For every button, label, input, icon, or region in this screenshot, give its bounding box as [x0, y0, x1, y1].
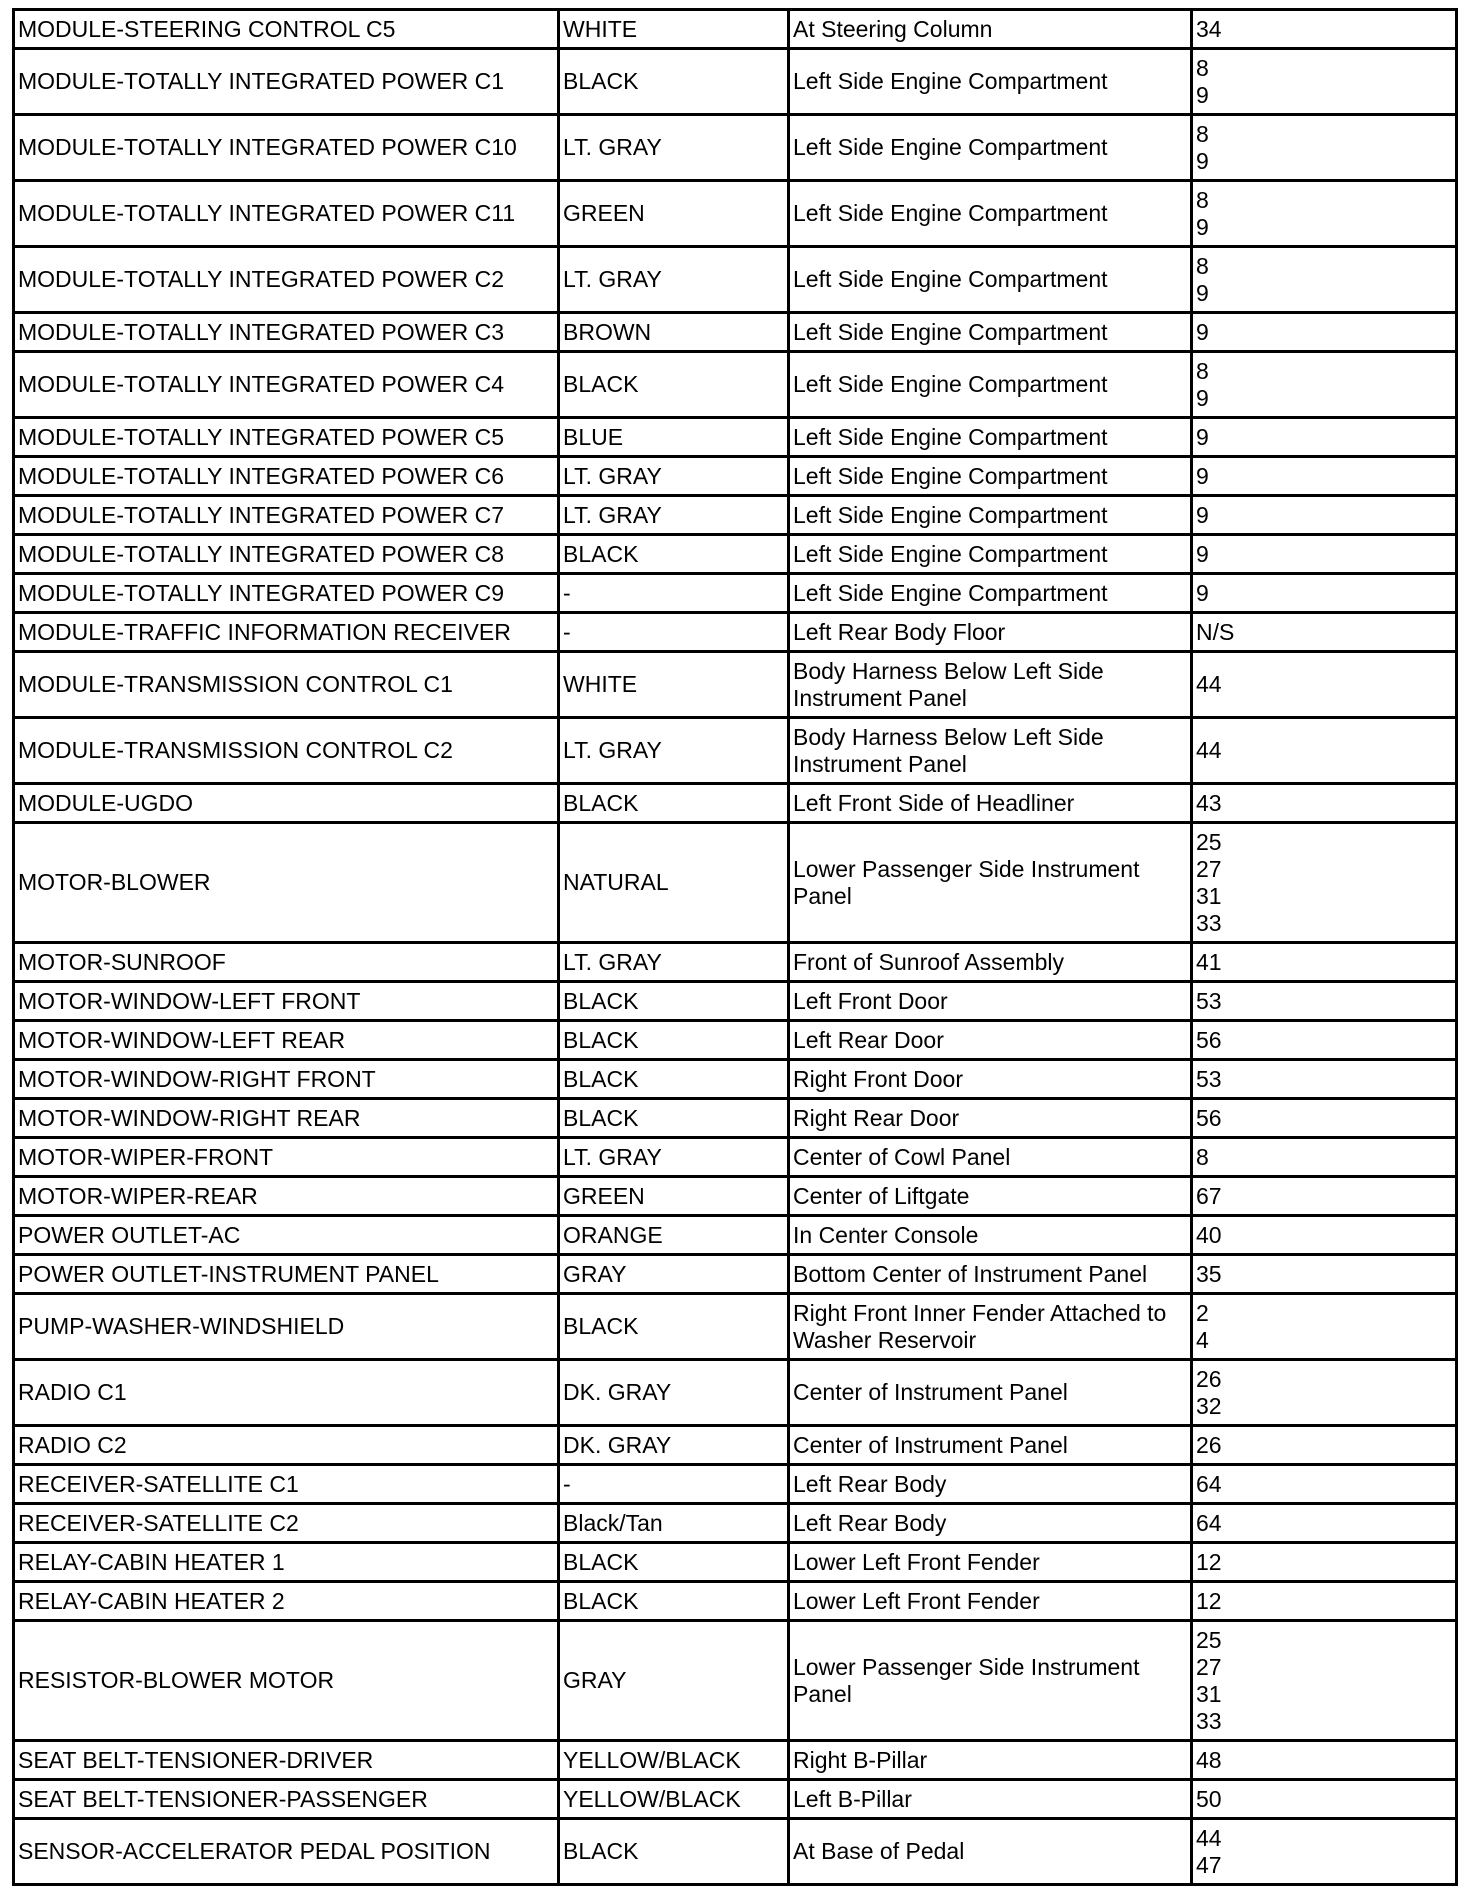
connector-color-cell: -	[559, 1465, 789, 1504]
page-reference-cell: 26 32	[1192, 1360, 1457, 1426]
page-reference-cell: 9	[1192, 313, 1457, 352]
connector-location-cell: Left Side Engine Compartment	[789, 181, 1192, 247]
table-row	[14, 418, 1457, 457]
page-reference-cell: 25 27 31 33	[1192, 1621, 1457, 1741]
page-reference-cell: 53	[1192, 1060, 1457, 1099]
connector-name-cell: MODULE-TOTALLY INTEGRATED POWER C4	[14, 352, 559, 418]
table-row	[14, 1780, 1457, 1819]
page-reference-cell: 9	[1192, 535, 1457, 574]
page-reference-cell: 64	[1192, 1504, 1457, 1543]
connector-location-cell: Bottom Center of Instrument Panel	[789, 1255, 1192, 1294]
connector-location-cell: Left Side Engine Compartment	[789, 115, 1192, 181]
connector-location-cell: Lower Left Front Fender	[789, 1582, 1192, 1621]
connector-name-cell: MODULE-TOTALLY INTEGRATED POWER C5	[14, 418, 559, 457]
page-reference-cell: 8 9	[1192, 247, 1457, 313]
page-reference-cell: 25 27 31 33	[1192, 823, 1457, 943]
page-reference-cell: 56	[1192, 1099, 1457, 1138]
page-reference-cell: 26	[1192, 1426, 1457, 1465]
table-row	[14, 181, 1457, 247]
table-row	[14, 652, 1457, 718]
page-reference-cell: 2 4	[1192, 1294, 1457, 1360]
page-reference-cell: 56	[1192, 1021, 1457, 1060]
table-row	[14, 613, 1457, 652]
page-reference-cell: 8	[1192, 1138, 1457, 1177]
page-reference-cell: 43	[1192, 784, 1457, 823]
connector-name-cell: MOTOR-WIPER-REAR	[14, 1177, 559, 1216]
connector-name-cell: RESISTOR-BLOWER MOTOR	[14, 1621, 559, 1741]
connector-location-cell: Left Front Side of Headliner	[789, 784, 1192, 823]
connector-name-cell: MOTOR-WINDOW-LEFT REAR	[14, 1021, 559, 1060]
page-reference-cell: 12	[1192, 1582, 1457, 1621]
page-reference-cell: 8 9	[1192, 181, 1457, 247]
connector-location-cell: At Steering Column	[789, 10, 1192, 49]
connector-name-cell: MOTOR-WIPER-FRONT	[14, 1138, 559, 1177]
table-row	[14, 457, 1457, 496]
table-row	[14, 496, 1457, 535]
connector-location-cell: Left Side Engine Compartment	[789, 49, 1192, 115]
connector-name-cell: MODULE-TOTALLY INTEGRATED POWER C7	[14, 496, 559, 535]
connector-name-cell: POWER OUTLET-AC	[14, 1216, 559, 1255]
table-row	[14, 1216, 1457, 1255]
connector-location-cell: At Base of Pedal	[789, 1819, 1192, 1885]
connector-color-cell: GREEN	[559, 1177, 789, 1216]
page-reference-cell: 8 9	[1192, 49, 1457, 115]
connector-color-cell: BLACK	[559, 784, 789, 823]
page-reference-cell: 8 9	[1192, 115, 1457, 181]
connector-name-cell: PUMP-WASHER-WINDSHIELD	[14, 1294, 559, 1360]
connector-color-cell: LT. GRAY	[559, 943, 789, 982]
connector-color-cell: BLACK	[559, 49, 789, 115]
table-row	[14, 1621, 1457, 1741]
connector-location-cell: Left Side Engine Compartment	[789, 535, 1192, 574]
table-row	[14, 1060, 1457, 1099]
connector-location-cell: Body Harness Below Left Side Instrument Panel	[789, 718, 1192, 784]
connector-location-cell: Center of Instrument Panel	[789, 1360, 1192, 1426]
connector-name-cell: MODULE-TOTALLY INTEGRATED POWER C2	[14, 247, 559, 313]
page-reference-cell: 34	[1192, 10, 1457, 49]
connector-color-cell: -	[559, 574, 789, 613]
connector-color-cell: Black/Tan	[559, 1504, 789, 1543]
connector-color-cell: BROWN	[559, 313, 789, 352]
connector-name-cell: MODULE-TOTALLY INTEGRATED POWER C3	[14, 313, 559, 352]
connector-location-cell: Left Side Engine Compartment	[789, 496, 1192, 535]
connector-name-cell: MOTOR-WINDOW-RIGHT REAR	[14, 1099, 559, 1138]
connector-color-cell: GRAY	[559, 1255, 789, 1294]
table-body	[14, 10, 1457, 1885]
table-row	[14, 1504, 1457, 1543]
connector-location-cell: Center of Cowl Panel	[789, 1138, 1192, 1177]
connector-name-cell: MODULE-TRANSMISSION CONTROL C2	[14, 718, 559, 784]
connector-location-cell: Left Rear Body Floor	[789, 613, 1192, 652]
connector-name-cell: SEAT BELT-TENSIONER-DRIVER	[14, 1741, 559, 1780]
table-row	[14, 1177, 1457, 1216]
page-reference-cell: 40	[1192, 1216, 1457, 1255]
connector-name-cell: MODULE-STEERING CONTROL C5	[14, 10, 559, 49]
table-row	[14, 943, 1457, 982]
connector-color-cell: LT. GRAY	[559, 496, 789, 535]
table-row	[14, 1465, 1457, 1504]
table-row	[14, 784, 1457, 823]
connector-color-cell: GRAY	[559, 1621, 789, 1741]
table-row	[14, 115, 1457, 181]
connector-location-cell: In Center Console	[789, 1216, 1192, 1255]
table-row	[14, 1543, 1457, 1582]
page-reference-cell: 64	[1192, 1465, 1457, 1504]
connector-location-cell: Center of Instrument Panel	[789, 1426, 1192, 1465]
connector-name-cell: MODULE-TOTALLY INTEGRATED POWER C9	[14, 574, 559, 613]
connector-name-cell: SENSOR-ACCELERATOR PEDAL POSITION	[14, 1819, 559, 1885]
table-row	[14, 1360, 1457, 1426]
table-row	[14, 718, 1457, 784]
connector-location-cell: Center of Liftgate	[789, 1177, 1192, 1216]
connector-location-cell: Left Front Door	[789, 982, 1192, 1021]
page-reference-cell: 35	[1192, 1255, 1457, 1294]
connector-name-cell: MODULE-TOTALLY INTEGRATED POWER C8	[14, 535, 559, 574]
connector-location-cell: Left Side Engine Compartment	[789, 352, 1192, 418]
page-reference-cell: 41	[1192, 943, 1457, 982]
connector-color-cell: WHITE	[559, 652, 789, 718]
connector-color-cell: GREEN	[559, 181, 789, 247]
table-row	[14, 352, 1457, 418]
page-reference-cell: 9	[1192, 496, 1457, 535]
connector-location-cell: Right Front Door	[789, 1060, 1192, 1099]
connector-name-cell: MODULE-TOTALLY INTEGRATED POWER C1	[14, 49, 559, 115]
connector-name-cell: MODULE-UGDO	[14, 784, 559, 823]
connector-color-cell: BLACK	[559, 1099, 789, 1138]
connector-name-cell: MOTOR-SUNROOF	[14, 943, 559, 982]
connector-color-cell: BLACK	[559, 1021, 789, 1060]
table-row	[14, 1021, 1457, 1060]
table-row	[14, 535, 1457, 574]
connector-color-cell: BLUE	[559, 418, 789, 457]
connector-location-table	[12, 8, 1458, 1886]
connector-location-cell: Left Rear Body	[789, 1504, 1192, 1543]
table-row	[14, 823, 1457, 943]
connector-name-cell: RECEIVER-SATELLITE C2	[14, 1504, 559, 1543]
connector-location-cell: Front of Sunroof Assembly	[789, 943, 1192, 982]
connector-name-cell: MOTOR-BLOWER	[14, 823, 559, 943]
connector-color-cell: DK. GRAY	[559, 1360, 789, 1426]
table-row	[14, 1582, 1457, 1621]
connector-name-cell: MOTOR-WINDOW-LEFT FRONT	[14, 982, 559, 1021]
connector-name-cell: RELAY-CABIN HEATER 1	[14, 1543, 559, 1582]
table-row	[14, 1426, 1457, 1465]
connector-name-cell: RECEIVER-SATELLITE C1	[14, 1465, 559, 1504]
connector-location-cell: Body Harness Below Left Side Instrument Panel	[789, 652, 1192, 718]
connector-color-cell: LT. GRAY	[559, 1138, 789, 1177]
table-row	[14, 1099, 1457, 1138]
connector-color-cell: YELLOW/BLACK	[559, 1741, 789, 1780]
connector-color-cell: LT. GRAY	[559, 718, 789, 784]
connector-name-cell: MOTOR-WINDOW-RIGHT FRONT	[14, 1060, 559, 1099]
page-reference-cell: 9	[1192, 574, 1457, 613]
connector-color-cell: NATURAL	[559, 823, 789, 943]
connector-color-cell: -	[559, 613, 789, 652]
table-row	[14, 1294, 1457, 1360]
connector-name-cell: MODULE-TOTALLY INTEGRATED POWER C10	[14, 115, 559, 181]
connector-color-cell: LT. GRAY	[559, 115, 789, 181]
table-row	[14, 1255, 1457, 1294]
table-row	[14, 247, 1457, 313]
connector-color-cell: YELLOW/BLACK	[559, 1780, 789, 1819]
table-row	[14, 1741, 1457, 1780]
connector-color-cell: BLACK	[559, 352, 789, 418]
connector-color-cell: LT. GRAY	[559, 457, 789, 496]
connector-location-cell: Right Front Inner Fender Attached to Washer Reservoir	[789, 1294, 1192, 1360]
page-reference-cell: 9	[1192, 457, 1457, 496]
page-reference-cell: N/S	[1192, 613, 1457, 652]
connector-color-cell: BLACK	[559, 982, 789, 1021]
page-reference-cell: 53	[1192, 982, 1457, 1021]
table-row	[14, 1819, 1457, 1885]
page-reference-cell: 48	[1192, 1741, 1457, 1780]
connector-name-cell: MODULE-TOTALLY INTEGRATED POWER C6	[14, 457, 559, 496]
connector-location-cell: Left Rear Door	[789, 1021, 1192, 1060]
connector-name-cell: RELAY-CABIN HEATER 2	[14, 1582, 559, 1621]
page-reference-cell: 44	[1192, 718, 1457, 784]
connector-name-cell: SEAT BELT-TENSIONER-PASSENGER	[14, 1780, 559, 1819]
table-row	[14, 313, 1457, 352]
connector-color-cell: BLACK	[559, 1819, 789, 1885]
connector-color-cell: BLACK	[559, 1060, 789, 1099]
connector-location-cell: Left Rear Body	[789, 1465, 1192, 1504]
connector-location-cell: Right Rear Door	[789, 1099, 1192, 1138]
connector-name-cell: MODULE-TOTALLY INTEGRATED POWER C11	[14, 181, 559, 247]
connector-color-cell: WHITE	[559, 10, 789, 49]
page-reference-cell: 9	[1192, 418, 1457, 457]
page-reference-cell: 67	[1192, 1177, 1457, 1216]
connector-location-cell: Lower Left Front Fender	[789, 1543, 1192, 1582]
connector-name-cell: RADIO C2	[14, 1426, 559, 1465]
table-row	[14, 982, 1457, 1021]
table-row	[14, 574, 1457, 613]
connector-name-cell: MODULE-TRANSMISSION CONTROL C1	[14, 652, 559, 718]
connector-location-cell: Left Side Engine Compartment	[789, 574, 1192, 613]
page-reference-cell: 50	[1192, 1780, 1457, 1819]
table-row	[14, 49, 1457, 115]
connector-color-cell: BLACK	[559, 535, 789, 574]
connector-name-cell: POWER OUTLET-INSTRUMENT PANEL	[14, 1255, 559, 1294]
connector-color-cell: BLACK	[559, 1582, 789, 1621]
connector-location-cell: Lower Passenger Side Instrument Panel	[789, 823, 1192, 943]
connector-color-cell: DK. GRAY	[559, 1426, 789, 1465]
connector-color-cell: BLACK	[559, 1294, 789, 1360]
connector-color-cell: ORANGE	[559, 1216, 789, 1255]
connector-color-cell: BLACK	[559, 1543, 789, 1582]
connector-name-cell: RADIO C1	[14, 1360, 559, 1426]
page-reference-cell: 44 47	[1192, 1819, 1457, 1885]
connector-location-cell: Left Side Engine Compartment	[789, 247, 1192, 313]
connector-location-cell: Left Side Engine Compartment	[789, 457, 1192, 496]
table-row	[14, 10, 1457, 49]
table-row	[14, 1138, 1457, 1177]
page-reference-cell: 12	[1192, 1543, 1457, 1582]
connector-location-cell: Left Side Engine Compartment	[789, 313, 1192, 352]
connector-location-cell: Right B-Pillar	[789, 1741, 1192, 1780]
connector-location-cell: Left Side Engine Compartment	[789, 418, 1192, 457]
connector-location-cell: Left B-Pillar	[789, 1780, 1192, 1819]
connector-name-cell: MODULE-TRAFFIC INFORMATION RECEIVER	[14, 613, 559, 652]
connector-color-cell: LT. GRAY	[559, 247, 789, 313]
connector-location-cell: Lower Passenger Side Instrument Panel	[789, 1621, 1192, 1741]
page-reference-cell: 8 9	[1192, 352, 1457, 418]
page-reference-cell: 44	[1192, 652, 1457, 718]
